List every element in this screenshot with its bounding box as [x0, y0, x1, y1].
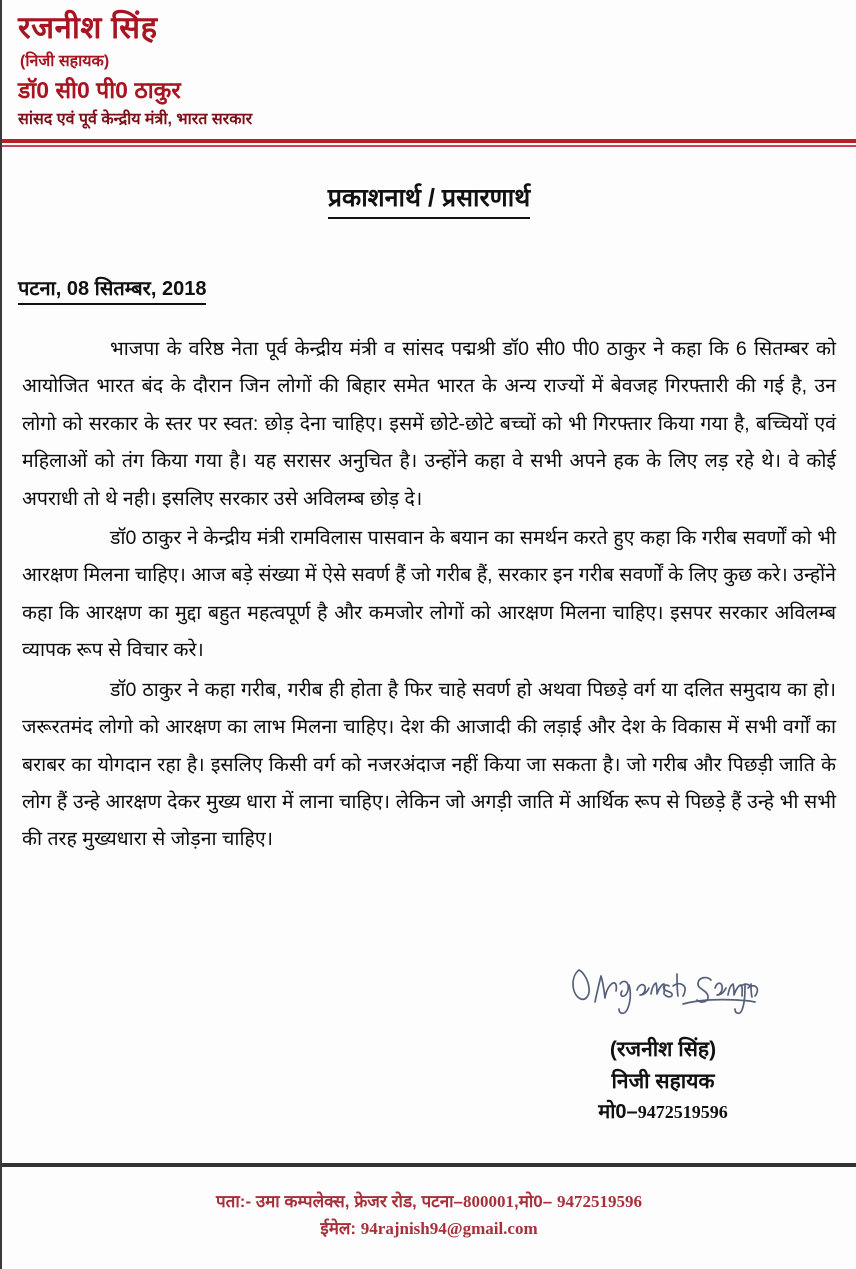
signature-details [548, 1034, 778, 1127]
letterhead-role: (निजी सहायक) [20, 52, 110, 70]
signatory-name: (रजनीश सिंह) [609, 1038, 717, 1061]
footer-email-line [2, 1215, 856, 1242]
header-divider [2, 139, 856, 147]
body-paragraph: भाजपा के वरिष्ठ नेता पूर्व केन्द्रीय मंत्री व सांसद पद्मश्री डॉ0 सी0 पी0 ठाकुर ने कहा कि 6 सितम्बर को आयोजित भारत बंद के दौरान जिन लोगों की बिहार समेत भारत के अन्य राज्यों में बेवजह गिरफ्तारी की गई है, उन लोगो को सरकार के स्तर पर स्वत: छोड़ देना चाहिए। इसमें छोटे-छोटे बच्चों को भी गिरफ्तार किया गया है, बच्चियों एवं महिलाओं को तंग किया गया है। यह सरासर अनुचित है। उन्होंने कहा वे सभी अपने हक के लिए लड़ रहे थे। वे कोई अपराधी तो थे नही। इसलिए सरकार उसे अविलम्ब छोड़ दे। [22, 337, 836, 510]
body-paragraph: डॉ0 ठाकुर ने केन्द्रीय मंत्री रामविलास पासवान के बयान का समर्थन करते हुए कहा कि गरीब सवर्णों को भी आरक्षण मिलना चाहिए। आज बड़े संख्या में ऐसे सवर्ण हैं जो गरीब हैं, सरकार इन गरीब सवर्णों के लिए कुछ करे। उन्होंने कहा कि आरक्षण का मुद्दा बहुत महत्वपूर्ण है और कमजोर लोगों को आरक्षण मिलना चाहिए। इसपर सरकार अविलम्ब व्यापक रूप से विचार करे। [22, 526, 836, 662]
letterhead-officer-name: डॉ0 सी0 पी0 ठाकुर [18, 76, 181, 103]
title-row [2, 183, 856, 219]
letterhead-designation: सांसद एवं पूर्व केन्द्रीय मंत्री, भारत सरकार [18, 111, 253, 129]
footer [2, 1188, 856, 1242]
document-title: प्रकाशनार्थ / प्रसारणार्थ [328, 183, 530, 219]
dateline-row [18, 274, 856, 305]
signatory-mobile-number: 9472519596 [637, 1102, 728, 1122]
footer-divider [2, 1163, 856, 1167]
signatory-role: निजी सहायक [611, 1069, 715, 1093]
signature-block [548, 958, 778, 1127]
dateline: पटना, 08 सितम्बर, 2018 [18, 274, 206, 305]
footer-pincode: 800001 [463, 1192, 515, 1211]
footer-email-label: ईमेल: [320, 1219, 361, 1239]
footer-mobile-label: ,मो0– [514, 1192, 557, 1211]
body-paragraph: डॉ0 ठाकुर ने कहा गरीब, गरीब ही होता है फिर चाहे सवर्ण हो अथवा पिछड़े वर्ग या दलित समुदाय का हो। जरूरतमंद लोगो को आरक्षण का लाभ मिलना चाहिए। देश की आजादी की लड़ाई और देश के विकास में सभी वर्गों का बराबर का योगदान रहा है। इसलिए किसी वर्ग को नजरअंदाज नहीं किया जा सकता है। जो गरीब और पिछड़ी जाति के लोग हैं उन्हे आरक्षण देकर मुख्य धारा में लाना चाहिए। लेकिन जो अगड़ी जाति में आर्थिक रूप से पिछड़े हैं उन्हे भी सभी की तरह मुख्यधारा से जोड़ना चाहिए। [22, 678, 836, 851]
signatory-mobile-label: मो0– [598, 1101, 638, 1123]
signatory-mobile [548, 1097, 778, 1127]
letterhead [2, 0, 856, 130]
letterhead-name: रजनीश सिंह [18, 10, 158, 45]
footer-address-line [2, 1188, 856, 1215]
handwritten-signature-icon [565, 958, 761, 1020]
footer-address: पता:- उमा कम्पलेक्स, फ्रेजर रोड, पटना– [216, 1192, 464, 1211]
footer-mobile-number: 9472519596 [556, 1192, 642, 1211]
footer-email-address[interactable]: 94rajnish94@gmail.com [360, 1219, 538, 1239]
body-text [22, 331, 836, 859]
